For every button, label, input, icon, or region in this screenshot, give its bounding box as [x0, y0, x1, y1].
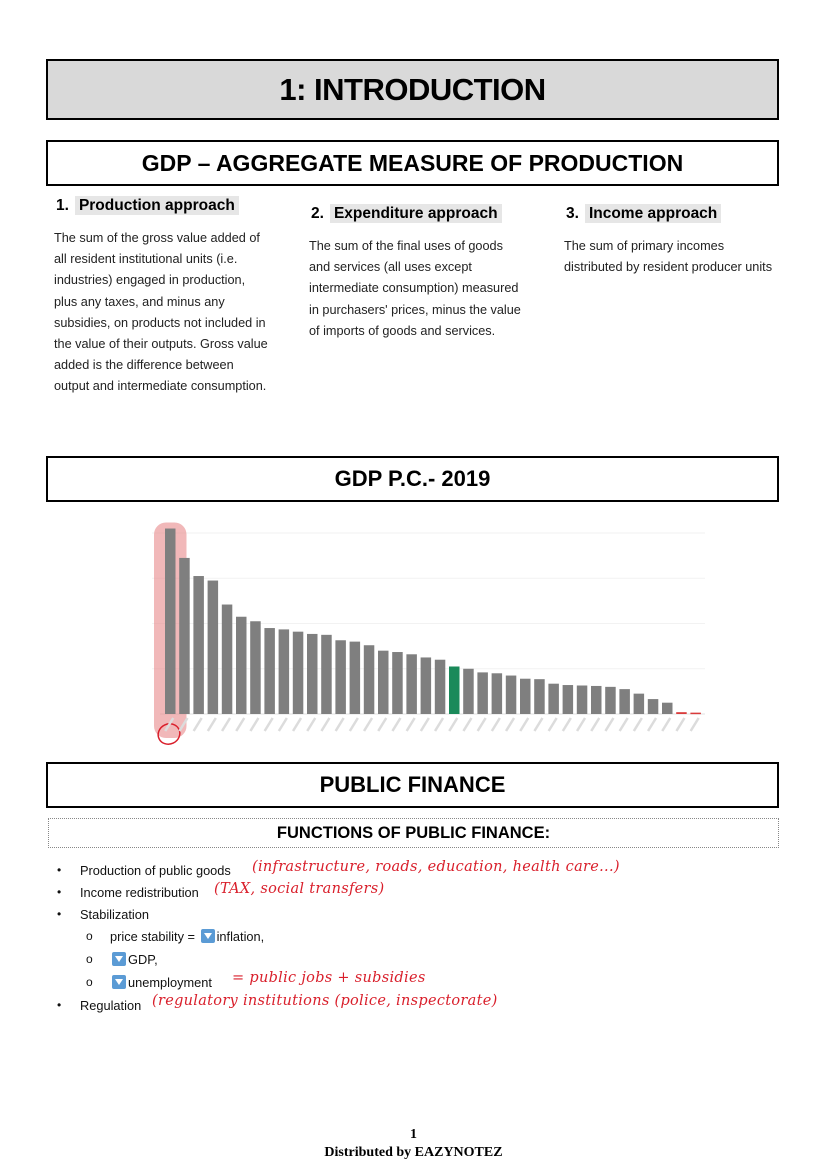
handwritten-note: (TAX, social transfers): [214, 881, 385, 897]
chart-bar: [676, 712, 687, 714]
tick-label-mark: [265, 718, 273, 731]
chart-bar: [193, 576, 204, 714]
tick-label-mark: [591, 718, 599, 731]
bullet-marker: •: [57, 863, 62, 877]
sub-item-text: GDP,: [128, 952, 158, 967]
chart-bar: [208, 581, 219, 714]
chart-bar: [605, 687, 616, 714]
chart-bar: [662, 703, 673, 714]
chart-bar: [165, 529, 176, 714]
chart-bar: [690, 713, 701, 715]
list-item: Production of public goods: [80, 863, 231, 878]
sub-list-item: [110, 929, 264, 944]
sub-bullet-marker: o: [86, 929, 93, 943]
tick-label-mark: [208, 718, 216, 731]
tick-label-mark: [392, 718, 400, 731]
tick-label-mark: [662, 718, 670, 731]
chart-bar: [321, 635, 332, 714]
chart-bar: [506, 676, 517, 714]
public-finance-title: PUBLIC FINANCE: [46, 762, 779, 808]
bullet-marker: •: [57, 907, 62, 921]
tick-label-mark: [407, 718, 415, 731]
chart-bar: [307, 634, 318, 714]
tick-label-mark: [364, 718, 372, 731]
list-item: Stabilization: [80, 907, 150, 922]
tick-label-mark: [691, 718, 699, 731]
bullet-marker: •: [57, 998, 62, 1012]
chart-bar: [534, 679, 545, 714]
tick-label-mark: [506, 718, 514, 731]
chart-bar: [179, 558, 190, 714]
approach-number: 1.: [56, 197, 69, 214]
approach-text: The sum of primary incomes distributed by resident producer units: [564, 239, 773, 275]
tick-label-mark: [676, 718, 684, 731]
chart-bar: [563, 685, 574, 714]
functions-title: FUNCTIONS OF PUBLIC FINANCE:: [48, 818, 779, 848]
tick-label-mark: [279, 718, 287, 731]
list-item: Regulation: [80, 998, 142, 1013]
page-title: 1: INTRODUCTION: [46, 59, 779, 120]
tick-label-mark: [194, 718, 202, 731]
handwritten-note: = public jobs + subsidies: [232, 970, 426, 986]
tick-label-mark: [435, 718, 443, 731]
approach-text: The sum of the final uses of goods and services (all uses except intermediate consumption) measured in purchasers' prices, minus the value of imports of goods and services.: [309, 239, 521, 338]
footer-credit: Distributed by EAZYNOTEZ: [324, 1145, 503, 1160]
tick-label-mark: [336, 718, 344, 731]
tick-label-mark: [449, 718, 457, 731]
tick-label-mark: [620, 718, 628, 731]
sub-item-text: price stability =: [110, 929, 199, 944]
approach-number: 2.: [311, 205, 324, 222]
tick-label-mark: [421, 718, 429, 731]
approach-income: [564, 205, 779, 278]
chart-bar: [520, 679, 531, 714]
tick-label-mark: [250, 718, 258, 731]
sub-bullet-marker: o: [86, 975, 93, 989]
chart-bar: [279, 629, 290, 714]
chart-bar: [477, 672, 488, 714]
tick-label-mark: [563, 718, 571, 731]
sub-bullet-marker: o: [86, 952, 93, 966]
sub-list-item: [110, 975, 212, 990]
chart-bar: [463, 669, 474, 714]
page-number: 1: [410, 1127, 417, 1142]
arrow-down-icon: [112, 952, 126, 966]
chart-bar: [435, 660, 446, 714]
approach-production: [54, 197, 269, 398]
tick-label-mark: [520, 718, 528, 731]
tick-label-mark: [236, 718, 244, 731]
chart-bar: [222, 605, 233, 714]
chart-bar: [350, 642, 361, 714]
gdp-section-title: GDP – AGGREGATE MEASURE OF PRODUCTION: [46, 140, 779, 186]
chart-bar: [634, 694, 645, 714]
gdp-per-capita-chart: [130, 510, 710, 750]
tick-label-mark: [222, 718, 230, 731]
chart-bar: [264, 628, 275, 714]
bullet-marker: •: [57, 885, 62, 899]
tick-label-mark: [549, 718, 557, 731]
chart-bar: [648, 699, 659, 714]
approach-number: 3.: [566, 205, 579, 222]
tick-label-mark: [534, 718, 542, 731]
chart-bar: [492, 673, 503, 714]
approach-heading: [564, 205, 779, 223]
arrow-down-icon: [112, 975, 126, 989]
tick-label-mark: [577, 718, 585, 731]
chart-bar: [250, 621, 261, 714]
chart-bar: [406, 654, 417, 714]
approach-label: Income approach: [585, 204, 721, 223]
tick-label-mark: [350, 718, 358, 731]
tick-label-mark: [634, 718, 642, 731]
approach-text: The sum of the gross value added of all resident institutional units (i.e. industries) engaged in production, plus any taxes, and minus any subsidies, on products not included in the value of their outputs. Gross value added is the difference between output and intermediate consumption.: [54, 231, 268, 394]
gdppc-section-title: GDP P.C.- 2019: [46, 456, 779, 502]
chart-bar: [293, 632, 304, 714]
chart-bar: [364, 645, 375, 714]
tick-label-mark: [307, 718, 315, 731]
approach-expenditure: [309, 205, 524, 342]
chart-bar: [449, 667, 460, 715]
chart-bar: [392, 652, 403, 714]
tick-label-mark: [492, 718, 500, 731]
tick-label-mark: [648, 718, 656, 731]
tick-label-mark: [321, 718, 329, 731]
arrow-down-icon: [201, 929, 215, 943]
approach-heading: [309, 205, 524, 223]
handwritten-note: (regulatory institutions (police, inspectorate): [152, 993, 498, 1009]
sub-item-text: inflation,: [216, 929, 265, 944]
handwritten-note: (infrastructure, roads, education, health care...): [252, 859, 620, 875]
chart-bar: [378, 651, 389, 714]
chart-bar: [236, 617, 247, 714]
sub-item-text: unemployment: [128, 975, 212, 990]
tick-label-mark: [478, 718, 486, 731]
approach-heading: [54, 197, 269, 215]
chart-bar: [619, 689, 630, 714]
chart-bar: [335, 640, 346, 714]
chart-bar: [421, 657, 432, 714]
sub-list-item: [110, 952, 158, 967]
tick-label-mark: [463, 718, 471, 731]
chart-bar: [548, 684, 559, 714]
approach-label: Production approach: [75, 196, 239, 215]
list-item: Income redistribution: [80, 885, 199, 900]
chart-bar: [591, 686, 602, 714]
approach-label: Expenditure approach: [330, 204, 502, 223]
tick-label-mark: [378, 718, 386, 731]
tick-label-mark: [605, 718, 613, 731]
tick-label-mark: [293, 718, 301, 731]
chart-bar: [577, 686, 588, 715]
